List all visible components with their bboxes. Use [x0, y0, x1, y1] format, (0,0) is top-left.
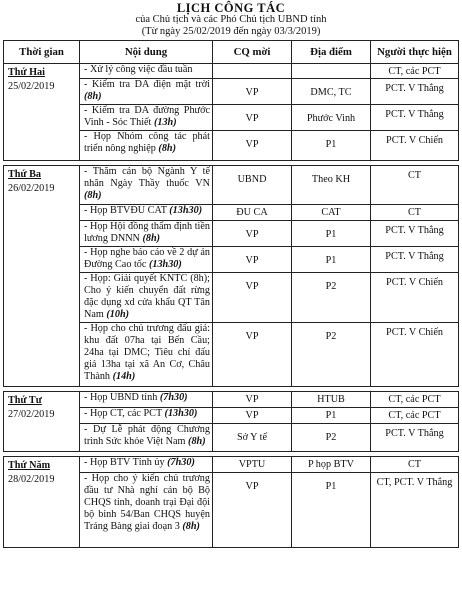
- inviting-agency-text: UBND: [237, 174, 267, 185]
- content-text: - Kiểm tra DA điện mặt trời: [84, 79, 210, 90]
- location-text: P2: [325, 281, 337, 292]
- executor-text: PCT. V Thắng: [385, 428, 444, 439]
- executor-cell: [371, 131, 459, 161]
- executor-text: PCT. V Chiến: [386, 327, 443, 338]
- executor-text: CT, các PCT: [388, 66, 441, 77]
- content-time: (8h): [84, 190, 102, 201]
- inviting-agency-cell: [213, 408, 292, 424]
- executor-cell: [371, 205, 459, 221]
- content-cell: [80, 64, 213, 79]
- day-cell: [4, 64, 80, 161]
- content-cell: [80, 457, 213, 473]
- inviting-agency-cell: [213, 131, 292, 161]
- location-cell: [292, 221, 371, 247]
- location-text: P1: [325, 255, 337, 266]
- location-text: HTUB: [317, 394, 345, 405]
- content-time: (13h30): [148, 259, 182, 270]
- content-text: - Xử lý công việc đầu tuần: [84, 64, 193, 75]
- executor-cell: [371, 408, 459, 424]
- inviting-agency-text: VP: [245, 481, 259, 492]
- day-cell: [4, 392, 80, 452]
- inviting-agency-cell: [213, 166, 292, 205]
- content-time: (13h): [153, 117, 177, 128]
- col-header-content: Nội dung: [80, 41, 213, 64]
- col-header-inviting-agency: CQ mời: [213, 41, 292, 64]
- executor-text: CT: [407, 170, 422, 181]
- inviting-agency-cell: [213, 473, 292, 548]
- executor-text: PCT. V Thắng: [385, 109, 444, 120]
- inviting-agency-cell: [213, 79, 292, 105]
- content-time: (7h30): [159, 392, 188, 403]
- day-date: 28/02/2019: [8, 474, 55, 485]
- executor-text: PCT. V Chiến: [386, 277, 443, 288]
- content-time: (8h): [84, 91, 102, 102]
- location-text: Theo KH: [311, 174, 351, 185]
- day-name: Thứ Ba: [8, 169, 42, 180]
- executor-text: CT, các PCT: [388, 410, 441, 421]
- inviting-agency-cell: [213, 247, 292, 273]
- content-cell: [80, 273, 213, 323]
- content-cell: [80, 408, 213, 424]
- inviting-agency-cell: [213, 105, 292, 131]
- day-cell: [4, 457, 80, 548]
- location-cell: [292, 424, 371, 452]
- day-date: 27/02/2019: [8, 409, 55, 420]
- inviting-agency-text: [213, 64, 291, 66]
- content-text: - Dự Lễ phát động Chương trình Sức khỏe Việt Nam: [84, 424, 210, 447]
- location-cell: [292, 166, 371, 205]
- table-row: [4, 457, 459, 473]
- content-text: - Họp CT, các PCT: [84, 408, 165, 419]
- content-cell: [80, 247, 213, 273]
- executor-cell: [371, 166, 459, 205]
- executor-cell: [371, 247, 459, 273]
- content-text: - Họp Hội đồng thẩm định tiền lương DNNN: [84, 221, 210, 244]
- executor-text: CT: [407, 459, 422, 470]
- day-name: Thứ Năm: [8, 460, 51, 471]
- location-cell: [292, 247, 371, 273]
- content-text: - Họp cho chủ trương đấu giá: khu đất 07ha tại Bến Cầu; 24ha tại DMC; Tiêu chí đấu giá 13ha tại xã An Cơ, Châu Thành: [84, 323, 210, 382]
- executor-cell: [371, 273, 459, 323]
- inviting-agency-cell: [213, 221, 292, 247]
- content-cell: [80, 79, 213, 105]
- inviting-agency-text: VP: [245, 331, 259, 342]
- executor-text: CT, PCT. V Thắng: [376, 477, 453, 488]
- content-time: (8h): [188, 436, 206, 447]
- day-date: 25/02/2019: [8, 81, 55, 92]
- content-text: - Kiểm tra DA đường Phước Vinh - Sóc Thiết: [84, 105, 210, 128]
- content-time: (14h): [112, 371, 136, 382]
- executor-text: PCT. V Chiến: [386, 135, 443, 146]
- executor-cell: [371, 64, 459, 79]
- executor-cell: [371, 424, 459, 452]
- table-row: [4, 64, 459, 79]
- location-text: P1: [325, 481, 337, 492]
- content-text: - Họp BTV Tỉnh ủy: [84, 457, 168, 468]
- date-range: (Từ ngày 25/02/2019 đến ngày 03/3/2019): [141, 26, 321, 37]
- schedule-body: [4, 64, 459, 548]
- content-cell: [80, 424, 213, 452]
- inviting-agency-cell: [213, 457, 292, 473]
- inviting-agency-text: VPTU: [238, 459, 266, 470]
- inviting-agency-cell: [213, 205, 292, 221]
- table-header-row: [4, 41, 459, 64]
- content-cell: [80, 323, 213, 387]
- col-header-location: Địa điểm: [292, 41, 371, 64]
- inviting-agency-cell: [213, 323, 292, 387]
- page-subtitle: của Chủ tịch và các Phó Chủ tịch UBND tỉnh: [135, 14, 327, 25]
- location-cell: [292, 105, 371, 131]
- inviting-agency-text: Sở Y tế: [236, 432, 268, 443]
- executor-cell: [371, 392, 459, 408]
- location-cell: [292, 131, 371, 161]
- location-cell: [292, 408, 371, 424]
- content-text: - Họp cho ý kiến chủ trương đầu tư Nhà nghỉ cán bộ Bộ CHQS tỉnh, doanh trại Đại đội bộ binh 54/Ban CHQS huyện Trảng Bàng giai đoạn 3: [84, 473, 210, 532]
- executor-cell: [371, 473, 459, 548]
- location-text: [292, 64, 370, 66]
- day-name: Thứ Hai: [8, 67, 45, 78]
- executor-text: CT, các PCT: [388, 394, 441, 405]
- location-cell: [292, 392, 371, 408]
- col-header-time: Thời gian: [4, 41, 80, 64]
- col-header-executor: Người thực hiện: [371, 41, 459, 64]
- content-text: - Họp: Giải quyết KNTC (8h); Cho ý kiến chuyển đất rừng đặc dụng xd cửa khẩu QT Tân Nam: [84, 273, 210, 320]
- schedule-table: [3, 40, 459, 548]
- location-text: Phước Vinh: [306, 113, 356, 124]
- executor-cell: [371, 323, 459, 387]
- day-name: Thứ Tư: [8, 395, 42, 406]
- executor-text: CT: [407, 207, 422, 218]
- location-cell: [292, 473, 371, 548]
- executor-cell: [371, 79, 459, 105]
- content-time: (10h): [106, 309, 129, 320]
- content-time: (8h): [182, 521, 200, 532]
- location-cell: [292, 323, 371, 387]
- inviting-agency-cell: [213, 424, 292, 452]
- content-text: - Họp nghe báo cáo về 2 dự án Đường Cao tốc: [84, 247, 210, 270]
- location-text: P1: [325, 139, 337, 150]
- inviting-agency-text: VP: [245, 394, 259, 405]
- location-text: DMC, TC: [310, 87, 352, 98]
- location-text: P1: [325, 229, 337, 240]
- location-cell: [292, 205, 371, 221]
- inviting-agency-cell: [213, 273, 292, 323]
- location-text: P2: [325, 331, 337, 342]
- content-time: (7h30): [167, 457, 195, 468]
- inviting-agency-cell: [213, 64, 292, 79]
- location-cell: [292, 273, 371, 323]
- inviting-agency-text: ĐU CA: [236, 207, 268, 218]
- content-text: - Họp BTVĐU CAT: [84, 205, 170, 216]
- day-date: 26/02/2019: [8, 183, 55, 194]
- executor-cell: [371, 221, 459, 247]
- location-text: CAT: [321, 207, 341, 218]
- inviting-agency-text: VP: [245, 87, 259, 98]
- content-cell: [80, 105, 213, 131]
- inviting-agency-cell: [213, 392, 292, 408]
- inviting-agency-text: VP: [245, 410, 259, 421]
- executor-cell: [371, 105, 459, 131]
- inviting-agency-text: VP: [245, 113, 259, 124]
- executor-text: PCT. V Thắng: [385, 83, 444, 94]
- location-cell: [292, 64, 371, 79]
- inviting-agency-text: VP: [245, 255, 259, 266]
- executor-text: PCT. V Thắng: [385, 225, 444, 236]
- content-time: (8h): [142, 233, 160, 244]
- content-time: (13h30): [164, 408, 198, 419]
- page-title: LỊCH CÔNG TÁC: [176, 1, 286, 15]
- content-time: (8h): [158, 143, 176, 154]
- location-text: P họp BTV: [307, 459, 355, 470]
- location-cell: [292, 457, 371, 473]
- content-cell: [80, 205, 213, 221]
- executor-text: PCT. V Thắng: [385, 251, 444, 262]
- content-cell: [80, 166, 213, 205]
- executor-cell: [371, 457, 459, 473]
- content-cell: [80, 131, 213, 161]
- content-time: (13h30): [169, 205, 203, 216]
- content-cell: [80, 221, 213, 247]
- content-text: - Thăm cán bộ Ngành Y tế nhân Ngày Thầy thuốc VN: [84, 166, 210, 189]
- content-cell: [80, 392, 213, 408]
- day-cell: [4, 166, 80, 387]
- inviting-agency-text: VP: [245, 139, 259, 150]
- location-cell: [292, 79, 371, 105]
- inviting-agency-text: VP: [245, 281, 259, 292]
- location-text: P1: [325, 410, 337, 421]
- location-text: P2: [325, 432, 337, 443]
- content-text: - Họp UBND tỉnh: [84, 392, 160, 403]
- content-cell: [80, 473, 213, 548]
- table-row: [4, 166, 459, 205]
- content-text: - Họp Nhóm công tác phát triển nông nghiệp: [84, 131, 210, 154]
- inviting-agency-text: VP: [245, 229, 259, 240]
- table-row: [4, 392, 459, 408]
